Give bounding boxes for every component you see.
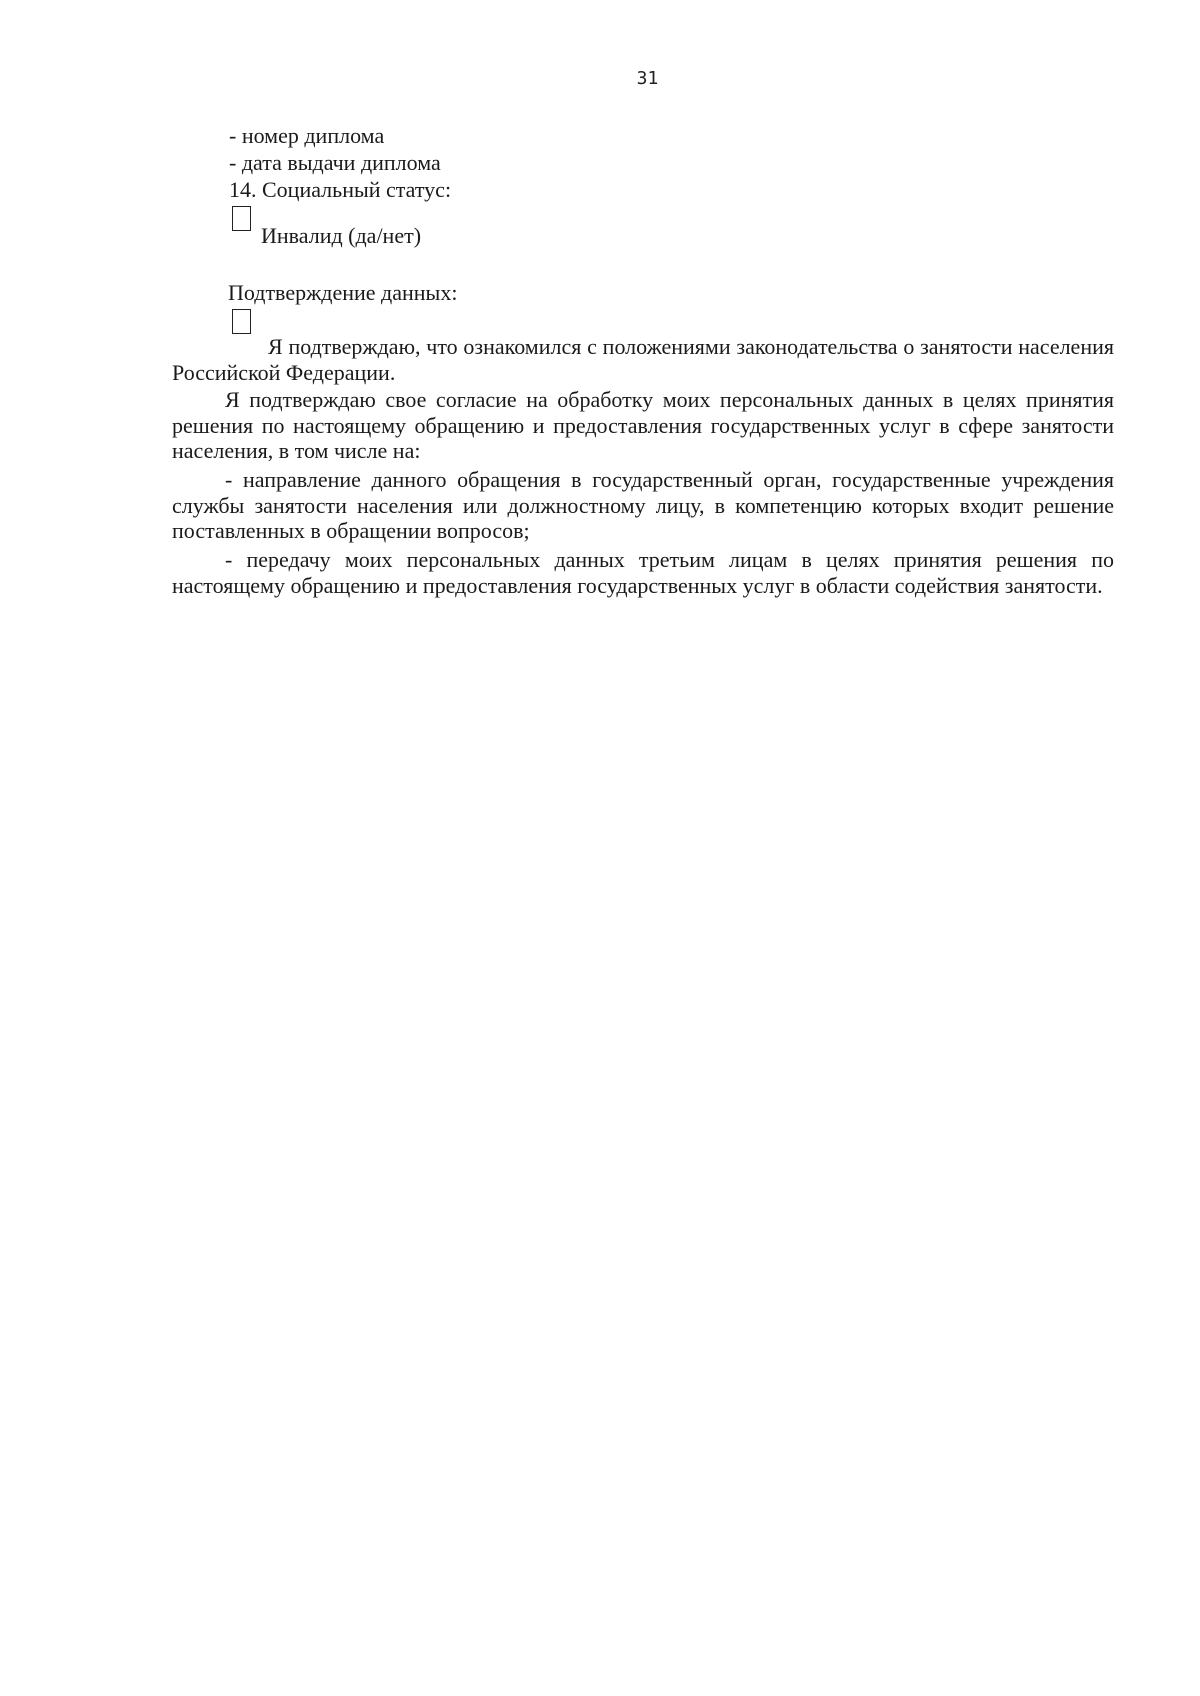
diploma-date-line: - дата выдачи диплома [229, 150, 441, 175]
consent-paragraph: Я подтверждаю свое согласие на обработку моих персональных данных в целях принятия решения по настоящему обращению и предоставления государственных услуг в сфере занятости населения, в том числе на: [172, 387, 1114, 463]
disabled-checkbox[interactable] [232, 206, 251, 231]
disabled-label: Инвалид (да/нет) [261, 223, 422, 248]
consent-item-transfer: - передачу моих персональных данных третьим лицам в целях принятия решения по настоящему обращению и предоставления государственных услуг в области содействия занятости. [172, 547, 1114, 598]
acknowledge-text-content: Я подтверждаю, что ознакомился с положениями законодательства о занятости населения Российской Федерации. [172, 334, 1114, 385]
consent-item-directing: - направление данного обращения в государственный орган, государственные учреждения службы занятости населения или должностному лицу, в компетенцию которых входит решение поставленных в обращении вопросов; [172, 467, 1114, 543]
social-status-heading: 14. Социальный статус: [229, 177, 452, 202]
acknowledge-checkbox[interactable] [232, 309, 251, 334]
diploma-number-line: - номер диплома [229, 123, 385, 148]
acknowledge-text [172, 334, 1114, 385]
page-number: 31 [636, 68, 659, 89]
confirmation-heading: Подтверждение данных: [228, 280, 458, 305]
